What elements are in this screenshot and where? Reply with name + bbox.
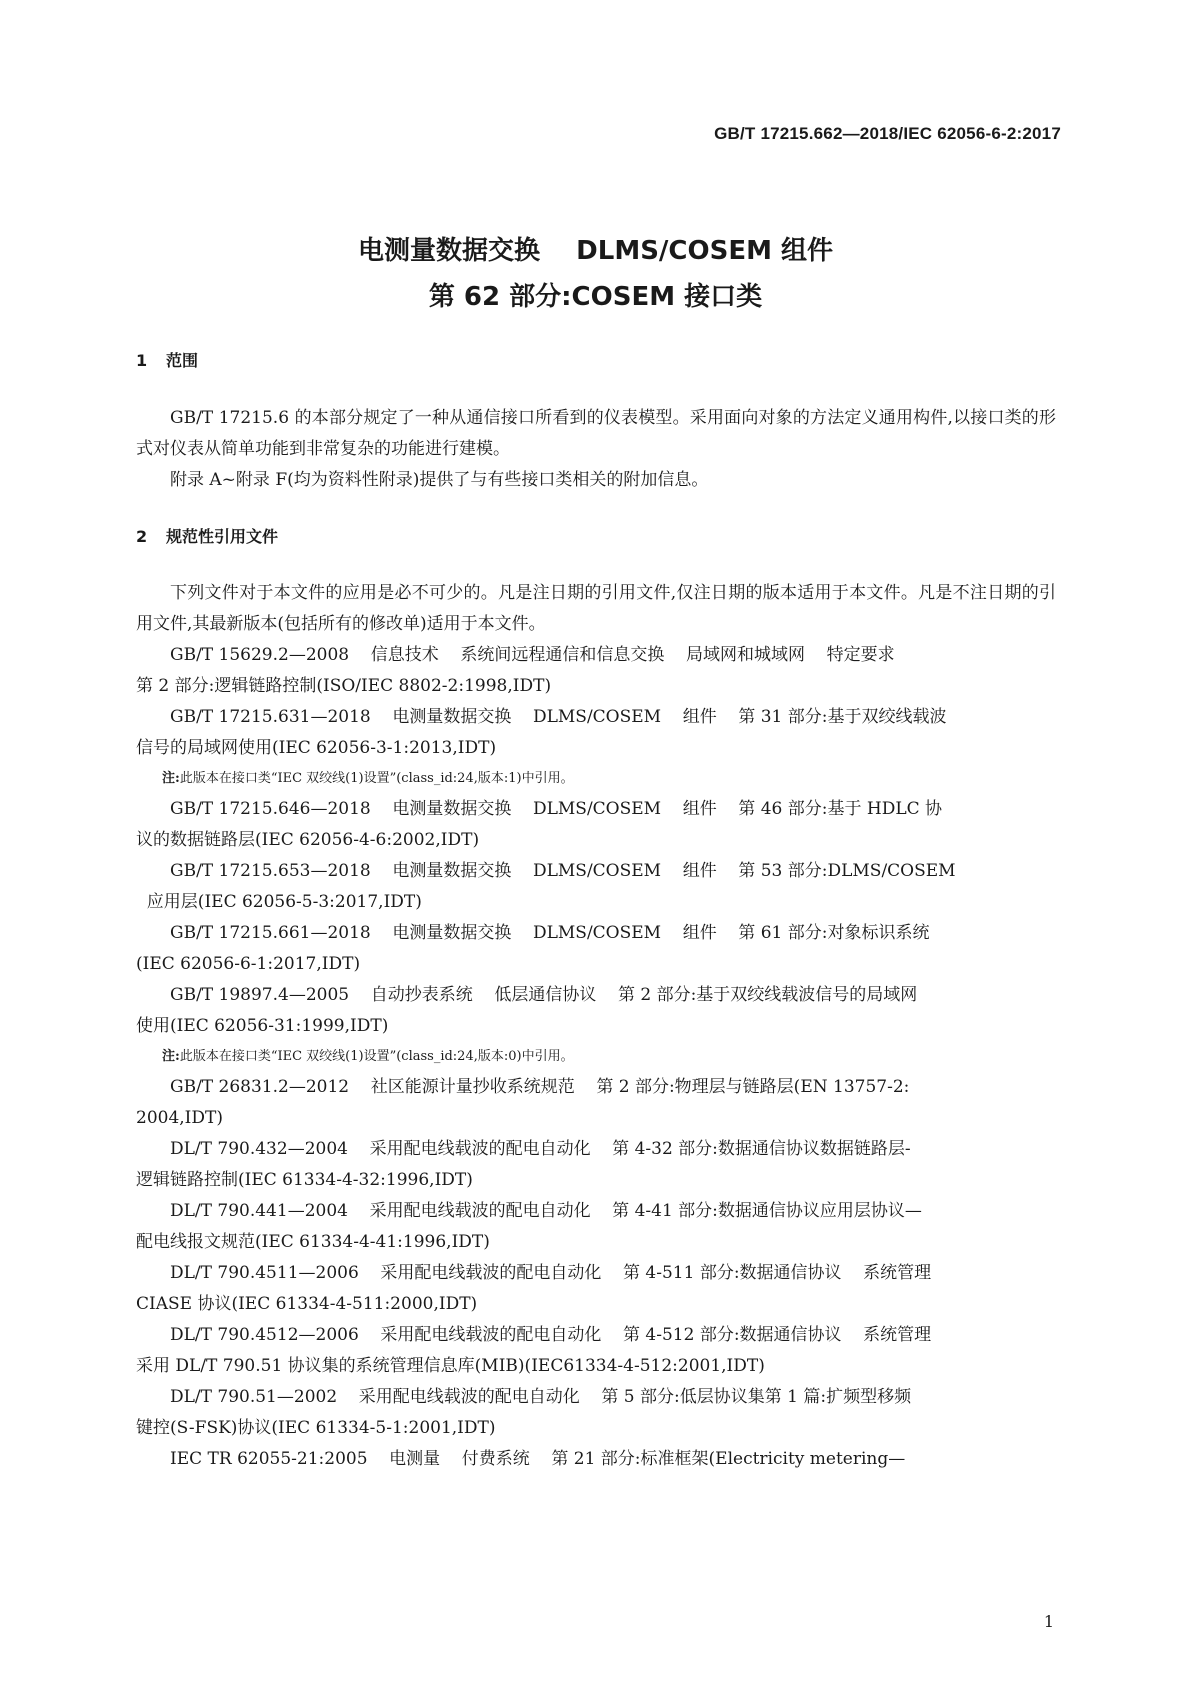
reference-line-continued: 2004,IDT): [136, 1108, 223, 1128]
reference-entry: [136, 794, 1056, 856]
reference-line: IEC TR 62055-21:2005 电测量 付费系统 第 21 部分:标准框架(Electricity metering—: [170, 1449, 906, 1469]
reference-line-continued: CIASE 协议(IEC 61334-4-511:2000,IDT): [136, 1294, 478, 1314]
reference-line-continued: 信号的局域网使用(IEC 62056-3-1:2013,IDT): [136, 738, 497, 758]
references-body: [136, 578, 1056, 1475]
reference-line-continued: 议的数据链路层(IEC 62056-4-6:2002,IDT): [136, 830, 480, 850]
reference-line-continued: 使用(IEC 62056-31:1999,IDT): [136, 1016, 389, 1036]
reference-line-continued: 键控(S-FSK)协议(IEC 61334-5-1:2001,IDT): [136, 1418, 496, 1438]
reference-line: GB/T 17215.653—2018 电测量数据交换 DLMS/COSEM 组件 第 53 部分:DLMS/COSEM: [170, 861, 956, 881]
reference-line-continued: 逻辑链路控制(IEC 61334-4-32:1996,IDT): [136, 1170, 473, 1190]
reference-entry: [136, 1382, 1056, 1444]
scope-body: [136, 403, 1056, 496]
document-title-line1: 电测量数据交换 DLMS/COSEM 组件: [357, 236, 834, 266]
reference-entry: [136, 702, 1056, 794]
reference-note: [136, 764, 1056, 794]
section-heading-normative-references: [136, 524, 278, 547]
reference-line-continued: 配电线报文规范(IEC 61334-4-41:1996,IDT): [136, 1232, 490, 1252]
reference-line-continued: (IEC 62056-6-1:2017,IDT): [136, 954, 361, 974]
section-number: 2: [136, 527, 148, 546]
note-text: 此版本在接口类“IEC 双绞线(1)设置”(class_id:24,版本:1)中引用。: [179, 771, 574, 786]
reference-line: GB/T 19897.4—2005 自动抄表系统 低层通信协议 第 2 部分:基于双绞线载波信号的局域网: [170, 985, 918, 1005]
document-title-line2: 第 62 部分:COSEM 接口类: [428, 282, 763, 312]
section-title: 规范性引用文件: [166, 527, 279, 546]
reference-entry: [136, 1196, 1056, 1258]
reference-line: DL/T 790.432—2004 采用配电线载波的配电自动化 第 4-32 部分:数据通信协议数据链路层-: [170, 1139, 911, 1159]
reference-line: GB/T 15629.2—2008 信息技术 系统间远程通信和信息交换 局域网和城域网 特定要求: [170, 645, 895, 665]
reference-entry: [136, 1072, 1056, 1134]
standard-number-header: GB/T 17215.662—2018/IEC 62056-6-2:2017: [714, 124, 1061, 143]
references-intro: 下列文件对于本文件的应用是必不可少的。凡是注日期的引用文件,仅注日期的版本适用于本文件。凡是不注日期的引用文件,其最新版本(包括所有的修改单)适用于本文件。: [136, 583, 1056, 634]
section-title: 范围: [166, 351, 199, 370]
reference-line: DL/T 790.441—2004 采用配电线载波的配电自动化 第 4-41 部分:数据通信协议应用层协议—: [170, 1201, 922, 1221]
reference-line: GB/T 17215.631—2018 电测量数据交换 DLMS/COSEM 组件 第 31 部分:基于双绞线载波: [170, 707, 947, 727]
scope-paragraph: 附录 A~附录 F(均为资料性附录)提供了与有些接口类相关的附加信息。: [170, 470, 709, 490]
reference-line: DL/T 790.4511—2006 采用配电线载波的配电自动化 第 4-511 部分:数据通信协议 系统管理: [170, 1263, 932, 1283]
reference-entry: [136, 980, 1056, 1072]
reference-entry: [136, 1134, 1056, 1196]
scope-paragraph: GB/T 17215.6 的本部分规定了一种从通信接口所看到的仪表模型。采用面向对象的方法定义通用构件,以接口类的形式对仪表从简单功能到非常复杂的功能进行建模。: [136, 408, 1056, 459]
reference-line-continued: 第 2 部分:逻辑链路控制(ISO/IEC 8802-2:1998,IDT): [136, 676, 552, 696]
reference-entry: [136, 856, 1056, 918]
section-number: 1: [136, 351, 148, 370]
reference-line: GB/T 17215.646—2018 电测量数据交换 DLMS/COSEM 组件 第 46 部分:基于 HDLC 协: [170, 799, 943, 819]
note-label: 注:: [162, 771, 180, 786]
reference-note: [136, 1042, 1056, 1072]
reference-entry: [136, 640, 1056, 702]
reference-entry: [136, 1320, 1056, 1382]
reference-entry: [136, 1258, 1056, 1320]
section-heading-scope: [136, 348, 198, 371]
reference-line: GB/T 17215.661—2018 电测量数据交换 DLMS/COSEM 组件 第 61 部分:对象标识系统: [170, 923, 930, 943]
reference-line-continued: 应用层(IEC 62056-5-3:2017,IDT): [136, 892, 422, 912]
note-text: 此版本在接口类“IEC 双绞线(1)设置”(class_id:24,版本:0)中引用。: [179, 1049, 574, 1064]
reference-entry: [136, 1444, 1056, 1475]
reference-line: GB/T 26831.2—2012 社区能源计量抄收系统规范 第 2 部分:物理层与链路层(EN 13757-2:: [170, 1077, 910, 1097]
reference-entry: [136, 918, 1056, 980]
reference-line: DL/T 790.4512—2006 采用配电线载波的配电自动化 第 4-512 部分:数据通信协议 系统管理: [170, 1325, 932, 1345]
reference-line: DL/T 790.51—2002 采用配电线载波的配电自动化 第 5 部分:低层协议集第 1 篇:扩频型移频: [170, 1387, 912, 1407]
page-number: 1: [1043, 1612, 1054, 1631]
note-label: 注:: [162, 1049, 180, 1064]
reference-line-continued: 采用 DL/T 790.51 协议集的系统管理信息库(MIB)(IEC61334-4-512:2001,IDT): [136, 1356, 765, 1376]
reference-list: [136, 640, 1056, 1475]
